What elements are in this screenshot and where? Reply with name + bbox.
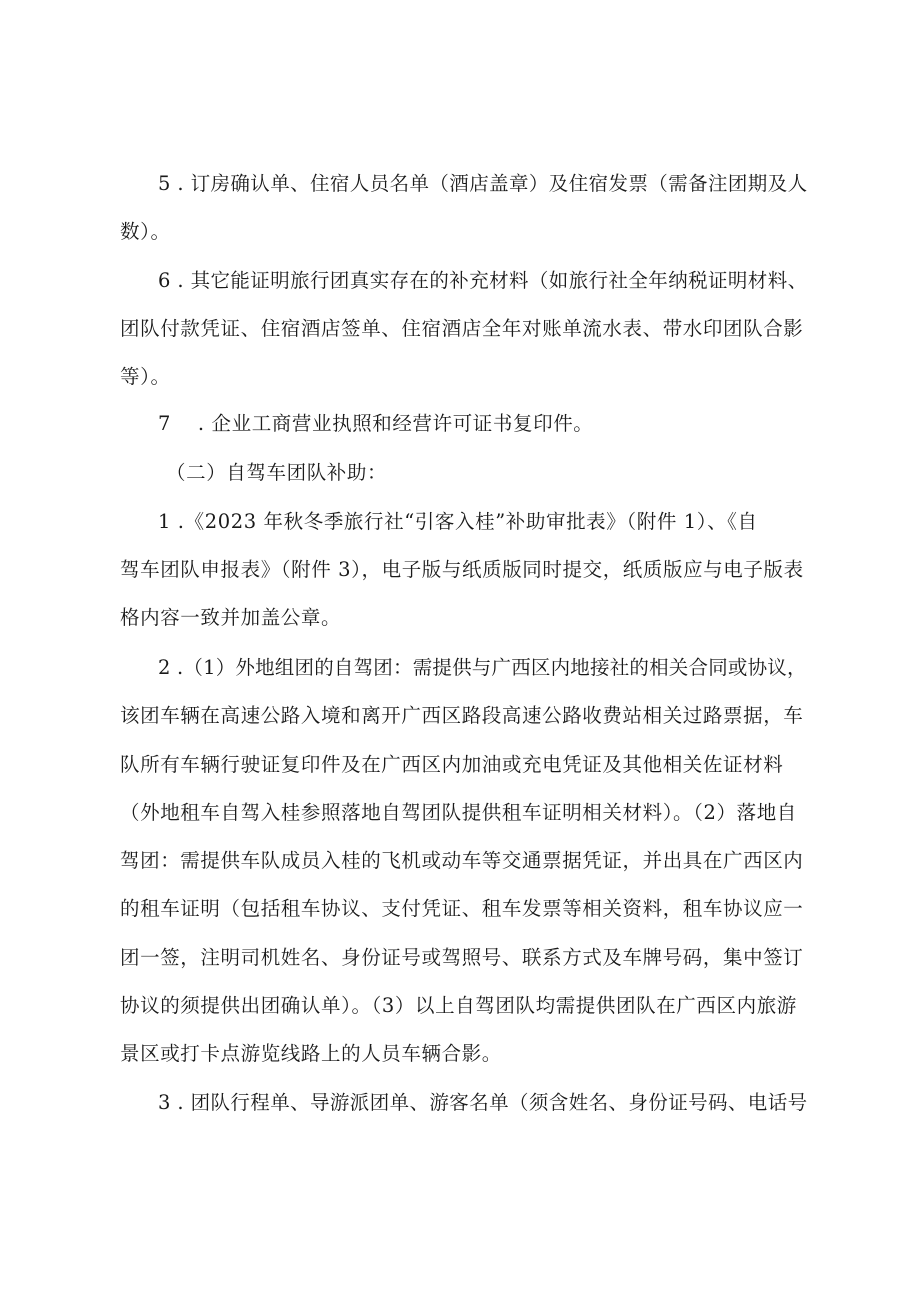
sd-item-2-line-4: （外地租车自驾入桂参照落地自驾团队提供租车证明相关材料）。（2）落地自 bbox=[120, 801, 797, 824]
sd-item-2-line-6: 的租车证明（包括租车协议、支付凭证、租车发票等相关资料，租车协议应一 bbox=[120, 897, 804, 920]
sd-item-1-line-2: 驾车团队申报表》（附件 3），电子版与纸质版同时提交，纸质版应与电子版表 bbox=[120, 558, 804, 581]
item-6-line-1: 6 . 其它能证明旅行团真实存在的补充材料（如旅行社全年纳税证明材料、 bbox=[158, 269, 808, 292]
sd-item-1-line-1: 1 .《2023 年秋冬季旅行社“引客入桂”补助审批表》（附件 1）、《自 bbox=[158, 510, 758, 533]
item-6-line-2: 团队付款凭证、住宿酒店签单、住宿酒店全年对账单流水表、带水印团队合影 bbox=[120, 317, 804, 340]
sd-item-2-line-3: 队所有车辆行驶证复印件及在广西区内加油或充电凭证及其他相关佐证材料 bbox=[120, 753, 784, 776]
sd-item-2-line-9: 景区或打卡点游览线路上的人员车辆合影。 bbox=[120, 1042, 502, 1065]
item-5-line-2: 数）。 bbox=[120, 220, 171, 243]
item-7-line-1: 7 . 企业工商营业执照和经营许可证书复印件。 bbox=[158, 412, 594, 435]
item-6-line-3: 等）。 bbox=[120, 365, 171, 388]
sd-item-2-line-1: 2 .（1）外地组团的自驾团：需提供与广西区内地接社的相关合同或协议， bbox=[158, 656, 807, 679]
sd-item-2-line-8: 协议的须提供出团确认单）。（3）以上自驾团队均需提供团队在广西区内旅游 bbox=[120, 994, 797, 1017]
sd-item-2-line-5: 驾团：需提供车队成员入桂的飞机或动车等交通票据凭证，并出具在广西区内 bbox=[120, 849, 804, 872]
sd-item-3-line-1: 3 . 团队行程单、导游派团单、游客名单（须含姓名、身份证号码、电话号 bbox=[158, 1091, 808, 1114]
sd-item-2-line-2: 该团车辆在高速公路入境和离开广西区路段高速公路收费站相关过路票据，车 bbox=[120, 704, 804, 727]
sd-item-2-line-7: 团一签，注明司机姓名、身份证号或驾照号、联系方式及车牌号码，集中签订 bbox=[120, 946, 804, 969]
section-heading-self-drive: （二）自驾车团队补助： bbox=[166, 461, 388, 484]
sd-item-1-line-3: 格内容一致并加盖公章。 bbox=[120, 606, 342, 629]
item-5-line-1: 5 . 订房确认单、住宿人员名单（酒店盖章）及住宿发票（需备注团期及人 bbox=[158, 172, 808, 195]
